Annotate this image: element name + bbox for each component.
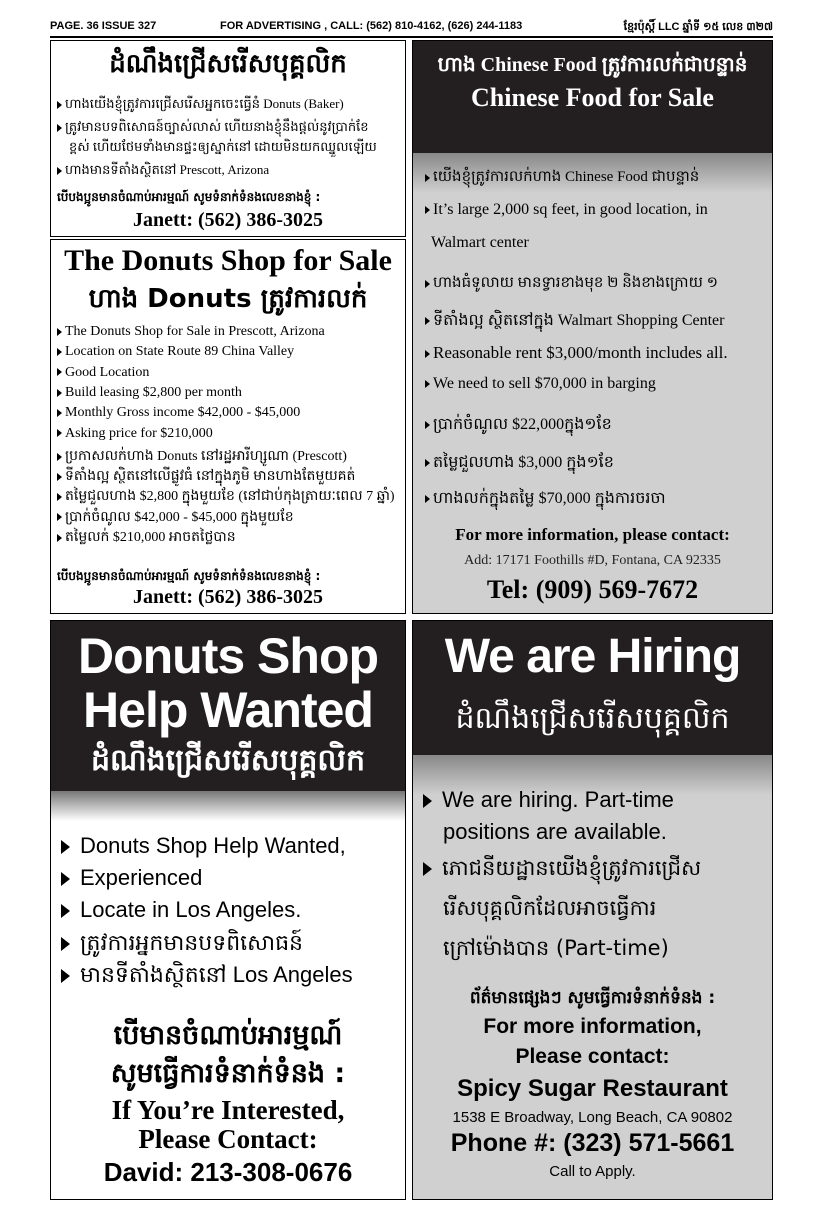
bullet-arrow-icon bbox=[57, 453, 62, 461]
bullet-item: តម្លៃលក់ $210,000 អាចតថ្លៃបាន bbox=[57, 527, 236, 548]
bullet-arrow-icon bbox=[57, 493, 62, 501]
ad4-en-line-2: Please Contact: bbox=[138, 1124, 318, 1154]
bullet-arrow-icon bbox=[57, 473, 62, 481]
bullet-arrow-icon bbox=[425, 350, 430, 358]
bullet-item: The Donuts Shop for Sale in Prescott, Arizona bbox=[57, 324, 325, 340]
ad5-bullet-cont: រើសបុគ្គលិកដែលអាចធ្វើការ bbox=[443, 896, 657, 920]
ad1-bullet: ត្រូវមានបទពិសោធន៍ច្បាស់លាស់ ហើយនាងខ្ញុំនឹងផ្ដល់នូវប្រាក់ខែ bbox=[57, 119, 369, 138]
ad2-title-kh: ហាង Donuts ត្រូវការលក់ bbox=[88, 284, 368, 314]
bullet-item: មានទីតាំងស្ថិតនៅ Los Angeles bbox=[61, 961, 353, 993]
bullet-arrow-icon bbox=[57, 328, 62, 336]
ad1-bullet-cont: ខ្ពស់ ហើយថែមទាំងមានផ្ទះឲ្យស្នាក់នៅ ដោយមិនយកឈ្នួលឡើយ bbox=[69, 139, 377, 154]
ad4-title-kh: ដំណឹងជ្រើសរើសបុគ្គលិក bbox=[90, 743, 366, 778]
bullet-arrow-icon bbox=[61, 904, 70, 918]
bullet-arrow-icon bbox=[61, 840, 70, 854]
ad5-more-info: For more information, bbox=[483, 1015, 702, 1038]
bullet-arrow-icon bbox=[57, 389, 62, 397]
ad3-more-info: For more information, please contact: bbox=[455, 525, 730, 544]
bullet-item: Build leasing $2,800 per month bbox=[57, 385, 242, 401]
ad5-kh-info: ព័ត៌មានផ្សេងៗ សូមធ្វើការទំនាក់ទំនង : bbox=[469, 988, 716, 1008]
ad5-phone: Phone #: (323) 571-5661 bbox=[450, 1129, 735, 1157]
bullet-item: យើងខ្ញុំត្រូវការលក់ហាង Chinese Food ជាបន្ទាន់ bbox=[425, 167, 699, 189]
bullet-item: Monthly Gross income $42,000 - $45,000 bbox=[57, 405, 300, 421]
bullet-arrow-icon bbox=[425, 206, 430, 214]
bullet-arrow-icon bbox=[425, 459, 430, 467]
bullet-arrow-icon bbox=[57, 513, 62, 521]
bullet-item: ប្រាក់ចំណូល $42,000 - $45,000 ក្នុងមួយខែ bbox=[57, 507, 294, 528]
bullet-item: ប្រាក់ចំណូល $22,000ក្នុង១ខែ bbox=[425, 413, 612, 437]
bullet-arrow-icon bbox=[425, 421, 430, 429]
bullet-arrow-icon bbox=[57, 348, 62, 356]
bullet-item: ប្រកាសលក់ហាង Donuts នៅរដ្ឋអារីហ្សូណា (Prescott) bbox=[57, 446, 347, 467]
ad4-en-line-1: If You’re Interested, bbox=[111, 1095, 345, 1125]
ad-donuts-help-wanted bbox=[50, 620, 406, 1200]
bullet-arrow-icon bbox=[61, 969, 70, 983]
bullet-item: តម្លៃជួលហាង $2,800 ក្នុងមួយខែ (នៅជាប់កុងត្រាយៈពេល 7 ឆ្នាំ) bbox=[57, 486, 395, 507]
ad1-contact: Janett: (562) 386-3025 bbox=[133, 209, 323, 231]
ad-we-are-hiring bbox=[412, 620, 773, 1200]
bullet-item: Reasonable rent $3,000/month includes all. bbox=[425, 343, 728, 363]
ad5-bullet: We are hiring. Part-time bbox=[423, 787, 674, 813]
bullet-item: ទីតាំងល្អ ស្ថិតនៅលើផ្លូវធំ នៅក្នុងភូមិ មានហាងតែមួយគត់ bbox=[57, 466, 355, 487]
ad3-title-en: Chinese Food for Sale bbox=[471, 83, 714, 112]
ad1-bullet: ហាងយើងខ្ញុំត្រូវការជ្រើសរើសអ្នកចេះធ្វើនំ Donuts (Baker) bbox=[57, 96, 344, 115]
ad4-contact: David: 213-308-0676 bbox=[103, 1157, 353, 1187]
bullet-item-cont: Walmart center bbox=[431, 234, 529, 251]
ad-donuts-shop-sale bbox=[50, 239, 406, 614]
ad5-bullet-cont: ក្រៅម៉ោងបាន (Part-time) bbox=[443, 936, 669, 960]
ad5-call: Call to Apply. bbox=[549, 1163, 636, 1180]
bullet-arrow-icon bbox=[425, 317, 430, 325]
bullet-item: ត្រូវការអ្នកមានបទពិសោធន៍ bbox=[61, 929, 303, 961]
bullet-item: ហាងធំទូលាយ មានទ្វារខាងមុខ ២ និងខាងក្រោយ ១ bbox=[425, 273, 718, 295]
bullet-arrow-icon bbox=[425, 174, 430, 182]
bullet-arrow-icon bbox=[57, 429, 62, 437]
ad5-restaurant-name: Spicy Sugar Restaurant bbox=[457, 1075, 728, 1102]
ad-hiring-baker bbox=[50, 40, 406, 237]
bullet-item: Asking price for $210,000 bbox=[57, 426, 213, 442]
bullet-item: Experienced bbox=[61, 865, 202, 891]
ad3-title-kh: ហាង Chinese Food ត្រូវការលក់ជាបន្ទាន់ bbox=[437, 54, 748, 76]
header-rule bbox=[50, 36, 773, 38]
bullet-arrow-icon bbox=[57, 368, 62, 376]
bullet-arrow-icon bbox=[425, 380, 430, 388]
bullet-item: តម្លៃជួលហាង $3,000 ក្នុង១ខែ bbox=[425, 451, 614, 475]
bullet-arrow-icon bbox=[61, 937, 70, 951]
bullet-arrow-icon bbox=[425, 495, 430, 503]
bullet-arrow-icon bbox=[57, 534, 62, 542]
bullet-item: Locate in Los Angeles. bbox=[61, 897, 301, 923]
bullet-item: ទីតាំងល្អ ស្ថិតនៅក្នុង Walmart Shopping Center bbox=[425, 309, 724, 333]
bullet-arrow-icon bbox=[61, 872, 70, 886]
ad4-headline-2: Help Wanted bbox=[83, 682, 373, 738]
page-header bbox=[50, 18, 773, 36]
ad1-bullet: ហាងមានទីតាំងស្ថិតនៅ Prescott, Arizona bbox=[57, 162, 269, 181]
bullet-item: ហាងលក់ក្នុងតម្លៃ $70,000 ក្នុងការចរចា bbox=[425, 487, 666, 511]
bullet-item: Donuts Shop Help Wanted, bbox=[61, 833, 346, 859]
bullet-item: Location on State Route 89 China Valley bbox=[57, 344, 294, 360]
ad2-contact: Janett: (562) 386-3025 bbox=[133, 586, 323, 608]
ad5-please-contact: Please contact: bbox=[515, 1045, 670, 1068]
ad4-panel-shade bbox=[51, 791, 405, 821]
ad3-address: Add: 17171 Foothills #D, Fontana, CA 92335 bbox=[464, 553, 721, 568]
ad5-address: 1538 E Broadway, Long Beach, CA 90802 bbox=[452, 1109, 733, 1126]
ad-chinese-food-sale bbox=[412, 40, 773, 614]
ad2-note: បើបងប្អូនមានចំណាប់អារម្មណ៍ សូមទំនាក់ទំនងលេខនាងខ្ញុំ : bbox=[57, 569, 321, 583]
ad5-headline: We are Hiring bbox=[444, 630, 741, 683]
ad5-bullet: ភោជនីយដ្ឋានយើងខ្ញុំត្រូវការជ្រើស bbox=[423, 855, 701, 886]
masthead: ខ្មែរប៉ុស្ដិ៍ LLC ឆ្នាំទី ១៥ លេខ ៣២៧ bbox=[623, 21, 773, 33]
advertising-line: FOR ADVERTISING , CALL: (562) 810-4162, (626) 244-1183 bbox=[220, 20, 523, 32]
ad5-bullet-cont: positions are available. bbox=[443, 819, 667, 844]
ad1-note: បើបងប្អូនមានចំណាប់អារម្មណ៍ សូមទំនាក់ទំនងលេខនាងខ្ញុំ : bbox=[57, 190, 321, 204]
bullet-arrow-icon bbox=[425, 280, 430, 288]
bullet-item: Good Location bbox=[57, 365, 149, 381]
ad4-headline-1: Donuts Shop bbox=[77, 628, 379, 684]
ad5-title-kh: ដំណឹងជ្រើសរើសបុគ្គលិក bbox=[455, 701, 730, 736]
bullet-arrow-icon bbox=[57, 409, 62, 417]
bullet-item: It’s large 2,000 sq feet, in good location, in bbox=[425, 201, 708, 219]
ad3-tel: Tel: (909) 569-7672 bbox=[486, 575, 699, 604]
ad2-title-en: The Donuts Shop for Sale bbox=[64, 244, 392, 277]
bullet-item: We need to sell $70,000 in barging bbox=[425, 375, 656, 393]
page-issue: PAGE. 36 ISSUE 327 bbox=[50, 20, 157, 32]
ad4-kh-line-1: បើមានចំណាប់អារម្មណ៍ bbox=[113, 1020, 343, 1051]
ad4-kh-line-2: សូមធ្វើការទំនាក់ទំនង : bbox=[110, 1058, 346, 1089]
ad1-title: ដំណឹងជ្រើសរើសបុគ្គលិក bbox=[109, 49, 347, 79]
